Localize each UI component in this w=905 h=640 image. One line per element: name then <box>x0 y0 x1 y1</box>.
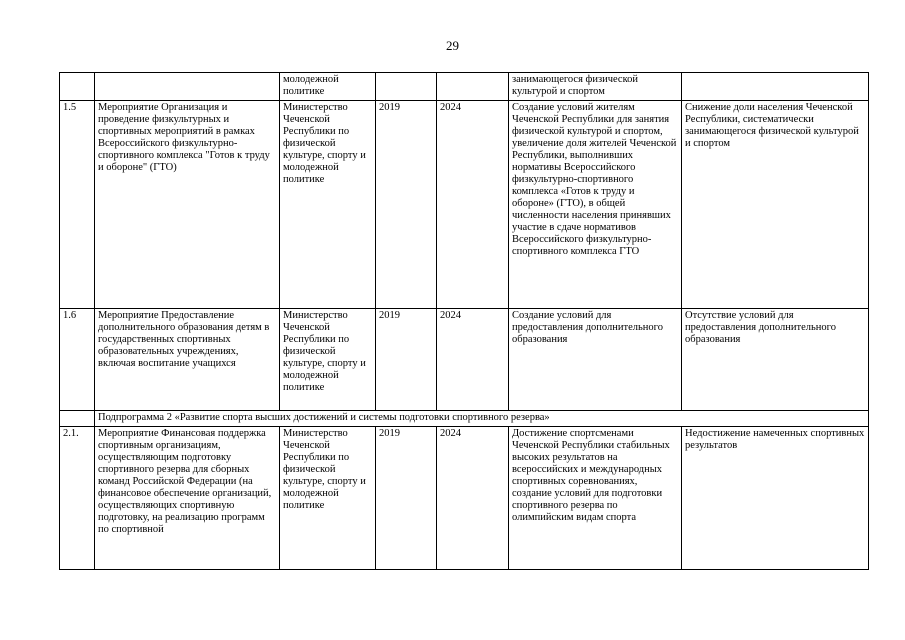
start-year: 2019 <box>376 309 437 411</box>
event-name: Мероприятие Предоставление дополнительного образования детям в государственных спортивных образовательных учреждениях, включая воспитание учащихся <box>95 309 280 411</box>
non-implementation-consequence <box>682 73 869 101</box>
subprogram-row <box>60 411 869 427</box>
event-name: Мероприятие Организация и проведение физкультурных и спортивных мероприятий в рамках Всероссийского физкультурно-спортивного комплекса "Готов к труду и обороне" (ГТО) <box>95 101 280 309</box>
event-name <box>95 73 280 101</box>
row-number <box>60 411 95 427</box>
executor: молодежной политике <box>280 73 376 101</box>
event-name: Мероприятие Финансовая поддержка спортивным организациям, осуществляющим подготовку спортивного резерва для сборных команд Российской Федерации (на финансовое обеспечение организаций, осуществляющих спортивную подготовку, на реализацию программ по спортивной <box>95 427 280 570</box>
start-year: 2019 <box>376 101 437 309</box>
table-row <box>60 101 869 309</box>
executor: Министерство Чеченской Республики по физической культуре, спорту и молодежной политике <box>280 309 376 411</box>
end-year: 2024 <box>437 309 509 411</box>
page-number: 29 <box>446 38 459 53</box>
start-year <box>376 73 437 101</box>
executor: Министерство Чеченской Республики по физической культуре, спорту и молодежной политике <box>280 427 376 570</box>
subprogram-title: Подпрограмма 2 «Развитие спорта высших достижений и системы подготовки спортивного резерва» <box>95 411 869 427</box>
executor: Министерство Чеченской Республики по физической культуре, спорту и молодежной политике <box>280 101 376 309</box>
table-row <box>60 427 869 570</box>
row-number: 2.1. <box>60 427 95 570</box>
end-year <box>437 73 509 101</box>
expected-result: Создание условий жителям Чеченской Республики для занятия физической культурой и спортом, увеличение доля жителей Чеченской Республики, выполнивших нормативы Всероссийского физкультурно-спортивного комплекса «Готов к труду и обороне» (ГТО), в общей численности населения принявших участие в сдаче нормативов Всероссийского физкультурно-спортивного комплекса ГТО <box>509 101 682 309</box>
end-year: 2024 <box>437 101 509 309</box>
end-year: 2024 <box>437 427 509 570</box>
non-implementation-consequence: Снижение доли населения Чеченской Республики, систематически занимающегося физической культурой и спортом <box>682 101 869 309</box>
table-row <box>60 73 869 101</box>
expected-result: Достижение спортсменами Чеченской Республики стабильных высоких результатов на всероссийских и международных спортивных соревнованиях, создание условий для подготовки спортивного резерва по олимпийским видам спорта <box>509 427 682 570</box>
start-year: 2019 <box>376 427 437 570</box>
non-implementation-consequence: Недостижение намеченных спортивных результатов <box>682 427 869 570</box>
measures-table <box>59 72 869 570</box>
row-number: 1.5 <box>60 101 95 309</box>
expected-result: занимающегося физической культурой и спортом <box>509 73 682 101</box>
expected-result: Создание условий для предоставления дополнительного образования <box>509 309 682 411</box>
non-implementation-consequence: Отсутствие условий для предоставления дополнительного образования <box>682 309 869 411</box>
table-row <box>60 309 869 411</box>
row-number <box>60 73 95 101</box>
row-number: 1.6 <box>60 309 95 411</box>
